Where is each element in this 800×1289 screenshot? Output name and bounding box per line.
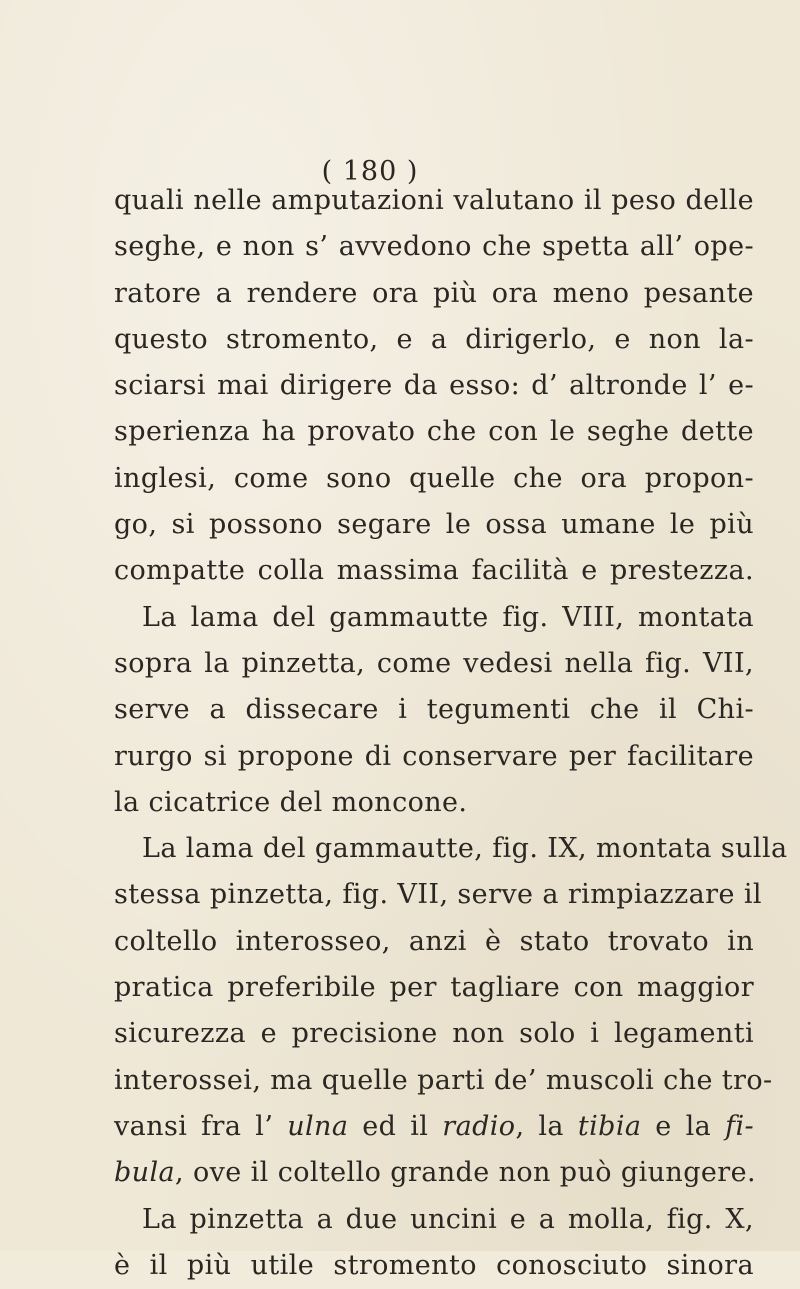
text-line: go, si possono segare le ossa umane le più: [114, 509, 754, 541]
text-line: sopra la pinzetta, come vedesi nella fig. VII,: [114, 647, 754, 679]
text-line: serve a dissecare i tegumenti che il Chi-: [114, 694, 754, 726]
text-line: vansi fra l’ ulna ed il radio, la tibia e la fi-: [114, 1110, 755, 1142]
text-line: coltello interosseo, anzi è stato trovato in: [114, 925, 754, 957]
text-line: interossei, ma quelle parti de’ muscoli che tro-: [114, 1064, 773, 1096]
text-line: La pinzetta a due uncini e a molla, fig. X,: [142, 1203, 754, 1235]
text-line: sicurezza e precisione non solo i legamenti: [114, 1018, 754, 1050]
text-line: sciarsi mai dirigere da esso: d’ altronde l’ e-: [114, 370, 754, 402]
text-line: stessa pinzetta, fig. VII, serve a rimpiazzare il: [114, 879, 762, 911]
text-line: la cicatrice del moncone.: [114, 786, 468, 818]
text-line: rurgo si propone di conservare per facilitare: [114, 740, 754, 772]
text-line: bula, ove il coltello grande non può giungere.: [114, 1157, 756, 1189]
text-line: La lama del gammautte fig. VIII, montata: [142, 601, 754, 633]
text-line: compatte colla massima facilità e prestezza.: [114, 555, 754, 587]
text-line: seghe, e non s’ avvedono che spetta all’ ope-: [114, 231, 754, 263]
text-line: questo stromento, e a dirigerlo, e non la-: [114, 323, 754, 355]
page-number: ( 180 ): [321, 156, 419, 187]
text-line: ratore a rendere ora più ora meno pesante: [114, 277, 754, 309]
text-line: pratica preferibile per tagliare con maggior: [114, 972, 754, 1004]
text-line: inglesi, come sono quelle che ora propon-: [114, 462, 754, 494]
text-line: è il più utile stromento conosciuto sinora: [114, 1249, 754, 1281]
text-line: La lama del gammautte, fig. IX, montata sulla: [142, 833, 788, 865]
body-text: [114, 178, 788, 1289]
text-line: quali nelle amputazioni valutano il peso delle: [114, 185, 754, 216]
text-line: sperienza ha provato che con le seghe dette: [114, 416, 754, 448]
